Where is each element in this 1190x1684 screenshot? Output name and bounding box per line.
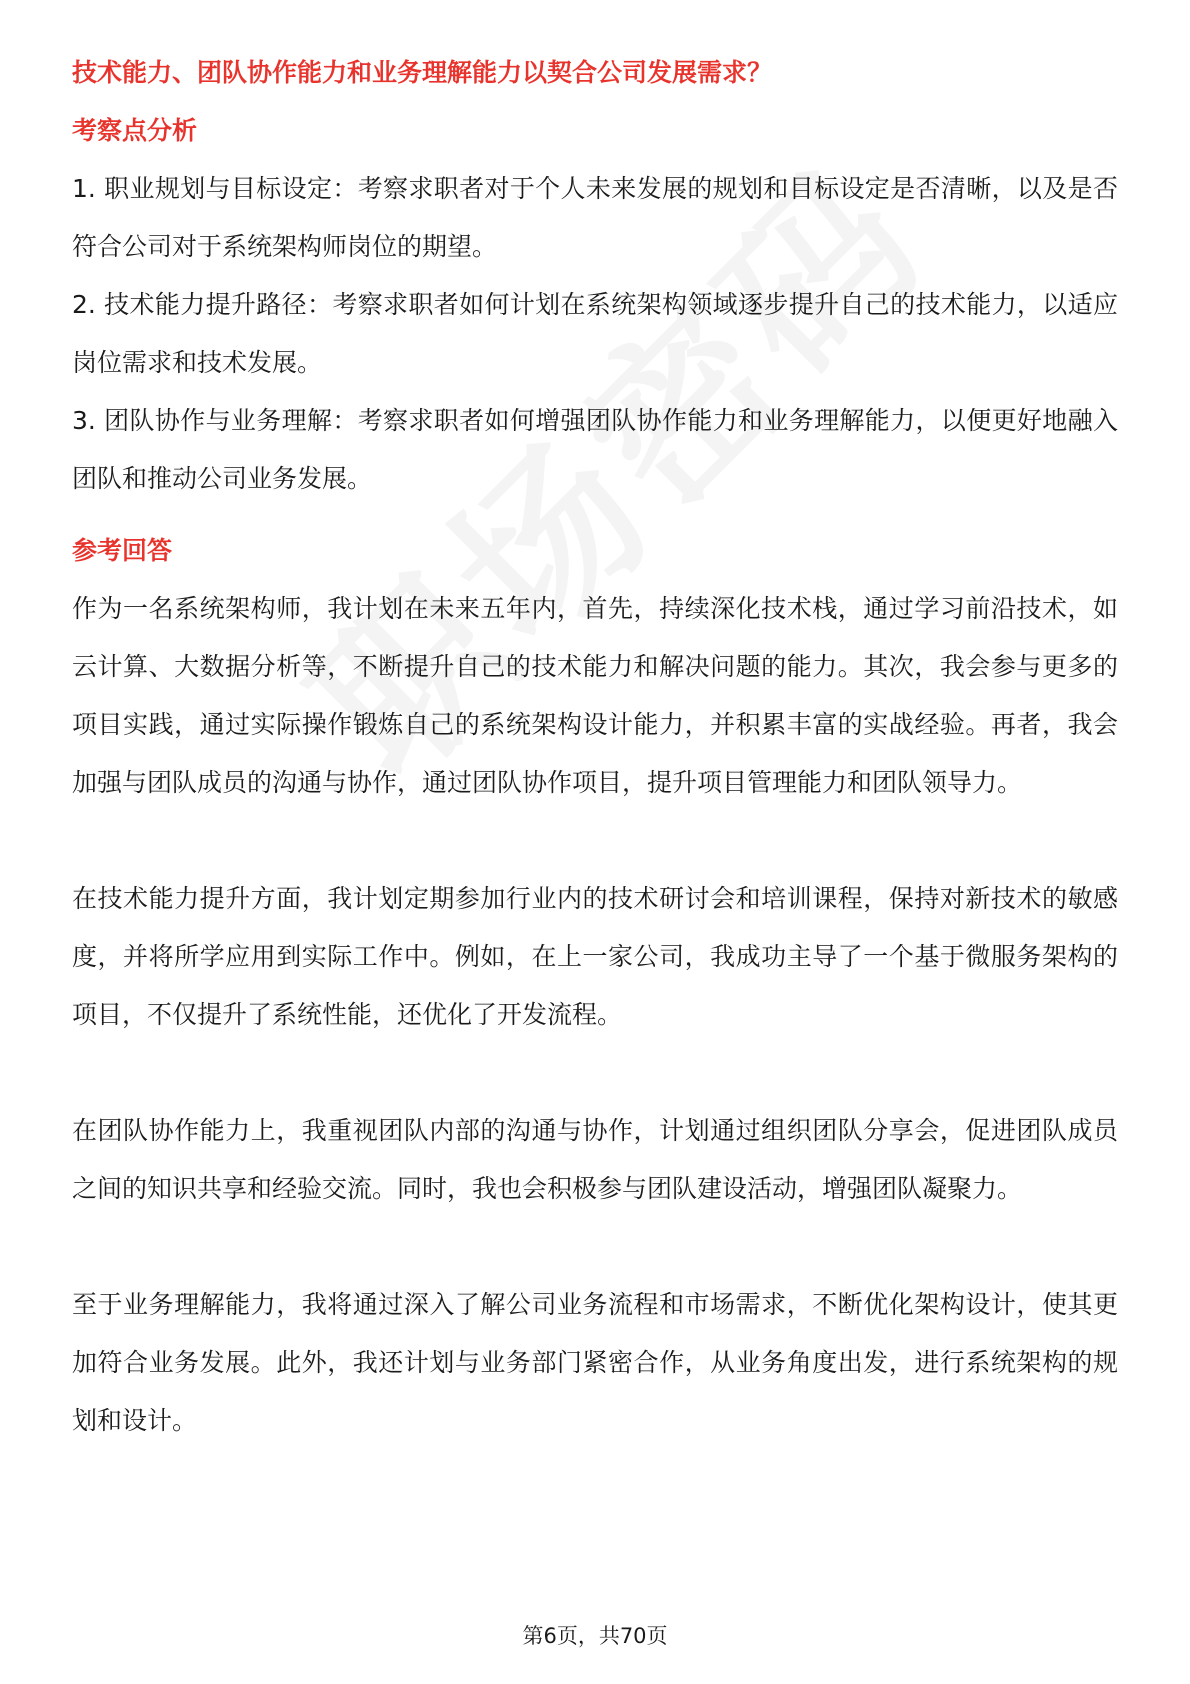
page-content xyxy=(72,44,1118,1450)
answer-heading: 参考回答 xyxy=(72,536,173,565)
answer-paragraph: 作为一名系统架构师，我计划在未来五年内，首先，持续深化技术栈，通过学习前沿技术，如云计算、大数据分析等，不断提升自己的技术能力和解决问题的能力。其次，我会参与更多的项目实践，通过实际操作锻炼自己的系统架构设计能力，并积累丰富的实战经验。再者，我会加强与团队成员的沟通与协作，通过团队协作项目，提升项目管理能力和团队领导力。 xyxy=(72,594,1118,797)
answer-paragraph: 在团队协作能力上，我重视团队内部的沟通与协作，计划通过组织团队分享会，促进团队成员之间的知识共享和经验交流。同时，我也会积极参与团队建设活动，增强团队凝聚力。 xyxy=(72,1116,1118,1203)
analysis-point: 1. 职业规划与目标设定：考察求职者对于个人未来发展的规划和目标设定是否清晰，以及是否符合公司对于系统架构师岗位的期望。 xyxy=(72,174,1118,261)
question-title: 技术能力、团队协作能力和业务理解能力以契合公司发展需求？ xyxy=(72,58,773,87)
answer-paragraph: 至于业务理解能力，我将通过深入了解公司业务流程和市场需求，不断优化架构设计，使其更加符合业务发展。此外，我还计划与业务部门紧密合作，从业务角度出发，进行系统架构的规划和设计。 xyxy=(72,1290,1118,1435)
analysis-point: 2. 技术能力提升路径：考察求职者如何计划在系统架构领域逐步提升自己的技术能力，以适应岗位需求和技术发展。 xyxy=(72,290,1118,377)
analysis-heading: 考察点分析 xyxy=(72,116,198,145)
page-number: 第6页，共70页 xyxy=(522,1624,668,1648)
analysis-point: 3. 团队协作与业务理解：考察求职者如何增强团队协作能力和业务理解能力，以便更好地融入团队和推动公司业务发展。 xyxy=(72,406,1118,493)
answer-paragraph: 在技术能力提升方面，我计划定期参加行业内的技术研讨会和培训课程，保持对新技术的敏感度，并将所学应用到实际工作中。例如，在上一家公司，我成功主导了一个基于微服务架构的项目，不仅提升了系统性能，还优化了开发流程。 xyxy=(72,884,1118,1029)
